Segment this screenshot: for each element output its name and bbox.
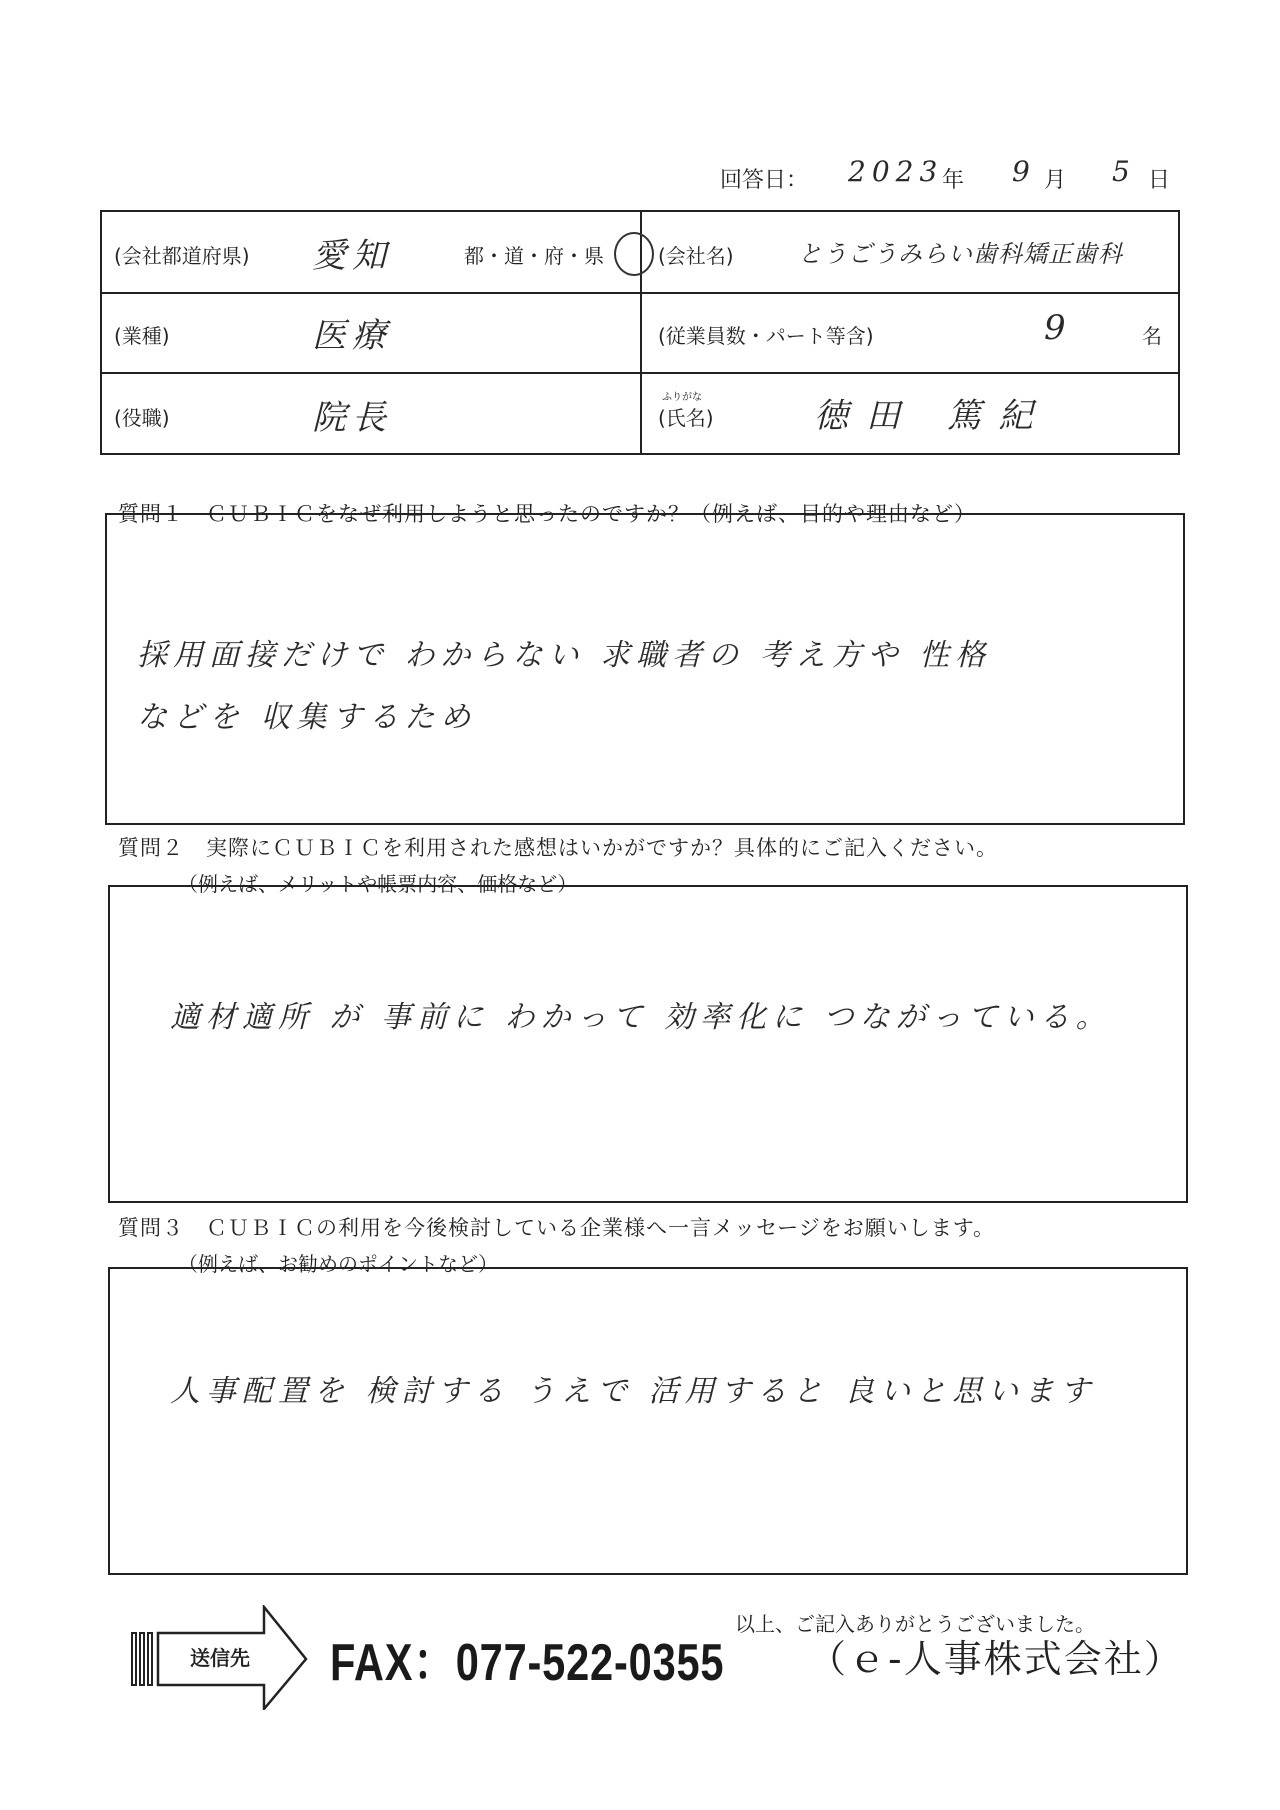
prefecture-options-text: 都・道・府・県 [464,244,604,268]
name-value: 徳田 篤紀 [814,396,1051,436]
employees-label: (従業員数・パート等含) [658,324,874,348]
answer-line: などを 収集するため [137,700,477,735]
answer-date-day-unit: 日 [1148,168,1171,193]
prefecture-selected-circle [614,232,654,276]
company-info-table [100,210,1180,455]
answer-date-year: 2023 [848,155,944,188]
answer-date-year-unit: 年 [942,168,965,193]
answer-date [720,155,1180,195]
name-ruby: ふりがな [662,392,702,403]
position-value: 院長 [312,398,392,438]
company-label: (会社名) [658,244,734,268]
industry-value: 医療 [312,316,392,356]
position-label: (役職) [114,406,170,430]
recipient-company: （ｅ-人事株式会社） [808,1637,1184,1681]
question-1-label: 質問１ ＣＵＢＩＣをなぜ利用しようと思ったのですか？（例えば、目的や理由など） [118,502,976,526]
prefecture-label: (会社都道府県) [114,244,250,268]
question-3-sub: （例えば、お勧めのポイントなど） [178,1252,498,1276]
question-3-label: 質問３ ＣＵＢＩＣの利用を今後検討している企業様へ一言メッセージをお願いします。 [118,1216,996,1240]
question-2-answer [170,987,1112,1049]
answer-date-month-unit: 月 [1044,168,1067,193]
send-destination-label: 送信先 [190,1646,250,1670]
answer-line: 採用面接だけで わからない 求職者の 考え方や 性格 [137,638,992,673]
question-3-answer [170,1361,1096,1423]
company-value: とうごうみらい歯科矯正歯科 [798,240,1123,268]
prefecture-options [464,240,604,269]
answer-date-month: 9 [1012,155,1036,188]
question-3-answer-box [108,1267,1188,1575]
prefecture-value: 愛知 [312,236,392,276]
name-label-group [658,392,714,431]
question-2-sub: （例えば、メリットや帳票内容、価格など） [178,872,578,896]
industry-label: (業種) [114,324,170,348]
question-1-answer-box [105,513,1185,825]
table-divider-horizontal [102,372,1178,374]
question-2-label: 質問２ 実際にＣＵＢＩＣを利用された感想はいかがですか？具体的にご記入ください。 [118,836,998,860]
question-1-answer [137,625,991,749]
employees-value: 9 [1044,308,1072,348]
employees-unit: 名 [1142,324,1162,348]
name-label: (氏名) [658,406,714,430]
answer-date-day: 5 [1112,155,1136,188]
question-2-answer-box [108,885,1188,1203]
closing-thanks: 以上、ご記入ありがとうございました。 [735,1612,1095,1636]
fax-number: FAX：077-522-0355 [330,1634,725,1692]
answer-date-label: 回答日： [720,168,809,193]
answer-line: 人事配置を 検討する うえで 活用すると 良いと思います [170,1374,1097,1409]
table-divider-horizontal [102,292,1178,294]
answer-line: 適材適所 が 事前に わかって 効率化に つながっている。 [170,1000,1112,1035]
